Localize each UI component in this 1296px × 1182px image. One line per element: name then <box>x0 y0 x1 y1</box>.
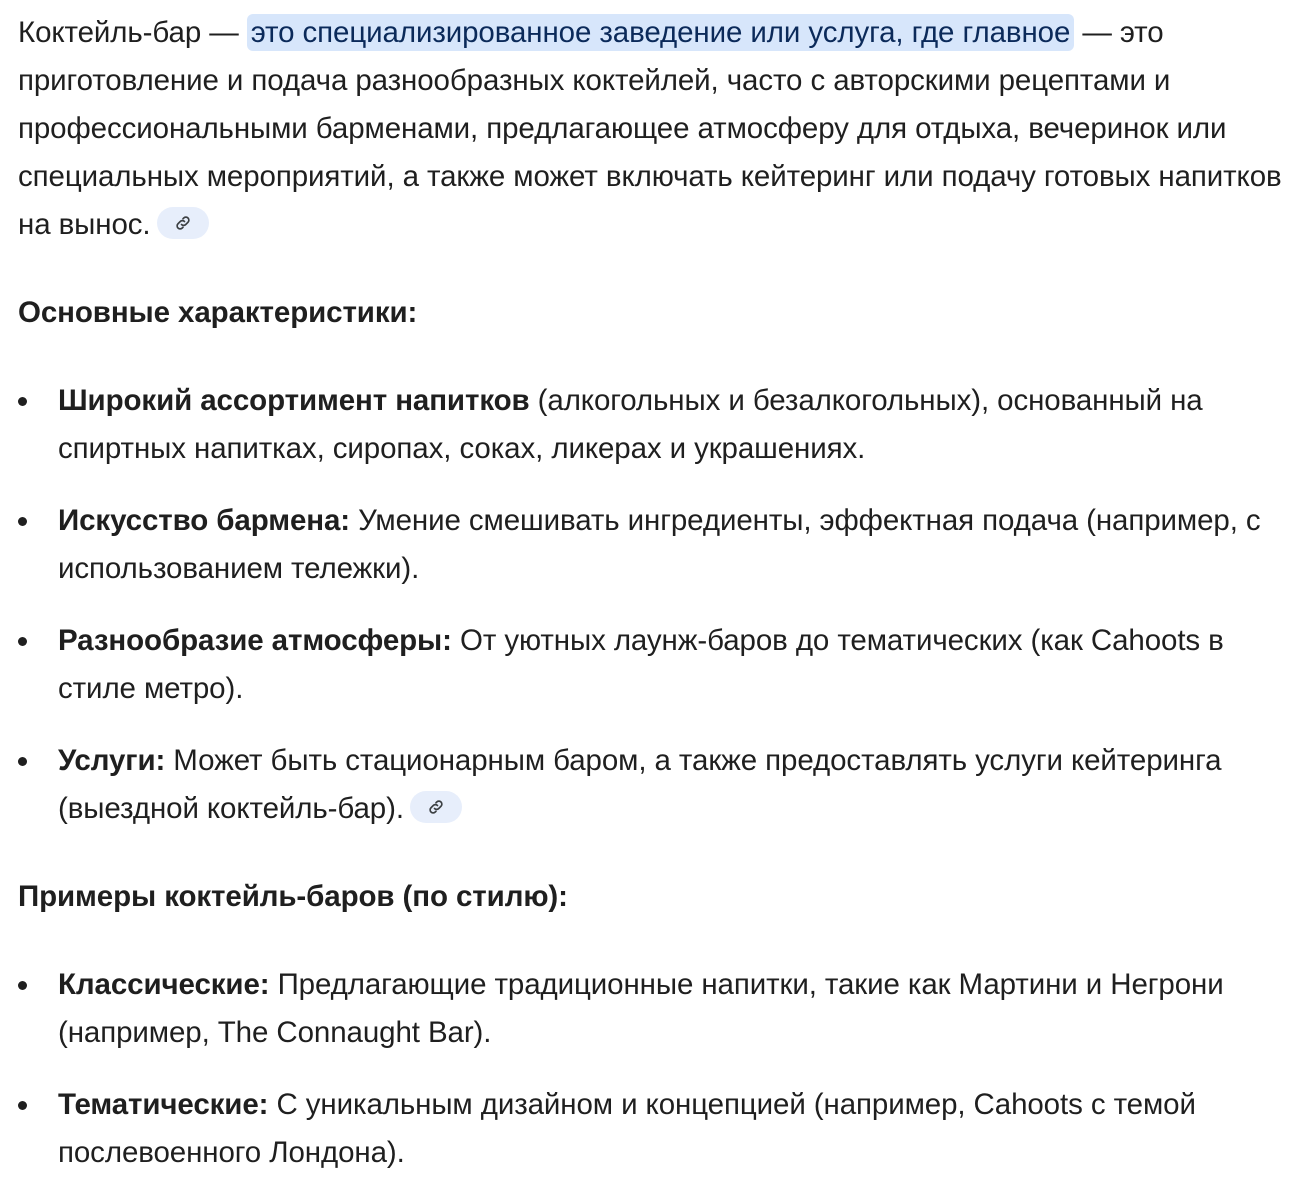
list-item <box>18 617 1282 713</box>
link-icon <box>174 214 192 232</box>
list-item <box>18 737 1282 833</box>
source-link-button[interactable] <box>410 791 462 823</box>
item-bold-label: Искусство бармена: <box>58 504 351 537</box>
intro-text-after: — это приготовление и подача разнообразных коктейлей, часто с авторскими рецептами и профессиональными барменами, предлагающее атмосферу для отдыха, вечеринок или специальных мероприятий, а также может включать кейтеринг или подачу готовых напитков на вынос. <box>18 16 1282 241</box>
bullet-icon <box>18 1101 27 1110</box>
bullet-icon <box>18 397 27 406</box>
section-heading-main: Основные характеристики: <box>18 296 418 329</box>
item-bold-label: Классические: <box>58 968 270 1001</box>
item-text: Предлагающие традиционные напитки, такие как Мартини и Негрони (например, The Connaught Bar). <box>58 968 1224 1049</box>
list-item <box>18 497 1282 593</box>
list-item <box>18 961 1282 1057</box>
link-icon <box>427 798 445 816</box>
item-text: (алкогольных и безалкогольных), основанный на спиртных напитках, сиропах, соках, ликерах и украшениях. <box>58 384 1203 465</box>
bullet-icon <box>18 517 27 526</box>
list-item <box>18 377 1282 473</box>
intro-highlighted-text[interactable]: это специализированное заведение или услуга, где главное <box>247 14 1075 51</box>
examples-list <box>18 961 1282 1177</box>
bullet-icon <box>18 757 27 766</box>
item-text: От уютных лаунж-баров до тематических (как Cahoots в стиле метро). <box>58 624 1224 705</box>
item-text: Может быть стационарным баром, а также предоставлять услуги кейтеринга (выездной коктейль-бар). <box>58 744 1222 825</box>
bullet-icon <box>18 637 27 646</box>
item-bold-label: Широкий ассортимент напитков <box>58 384 530 417</box>
characteristics-list <box>18 377 1282 833</box>
source-link-button[interactable] <box>157 207 209 239</box>
intro-text-before: Коктейль-бар — <box>18 16 247 49</box>
item-text: С уникальным дизайном и концепцией (например, Cahoots с темой послевоенного Лондона). <box>58 1088 1196 1169</box>
item-bold-label: Тематические: <box>58 1088 269 1121</box>
intro-paragraph <box>18 9 1282 249</box>
item-bold-label: Услуги: <box>58 744 166 777</box>
section-heading-examples: Примеры коктейль-баров (по стилю): <box>18 880 568 913</box>
item-bold-label: Разнообразие атмосферы: <box>58 624 452 657</box>
item-text: Умение смешивать ингредиенты, эффектная подача (например, с использованием тележки). <box>58 504 1261 585</box>
bullet-icon <box>18 981 27 990</box>
list-item <box>18 1081 1282 1177</box>
